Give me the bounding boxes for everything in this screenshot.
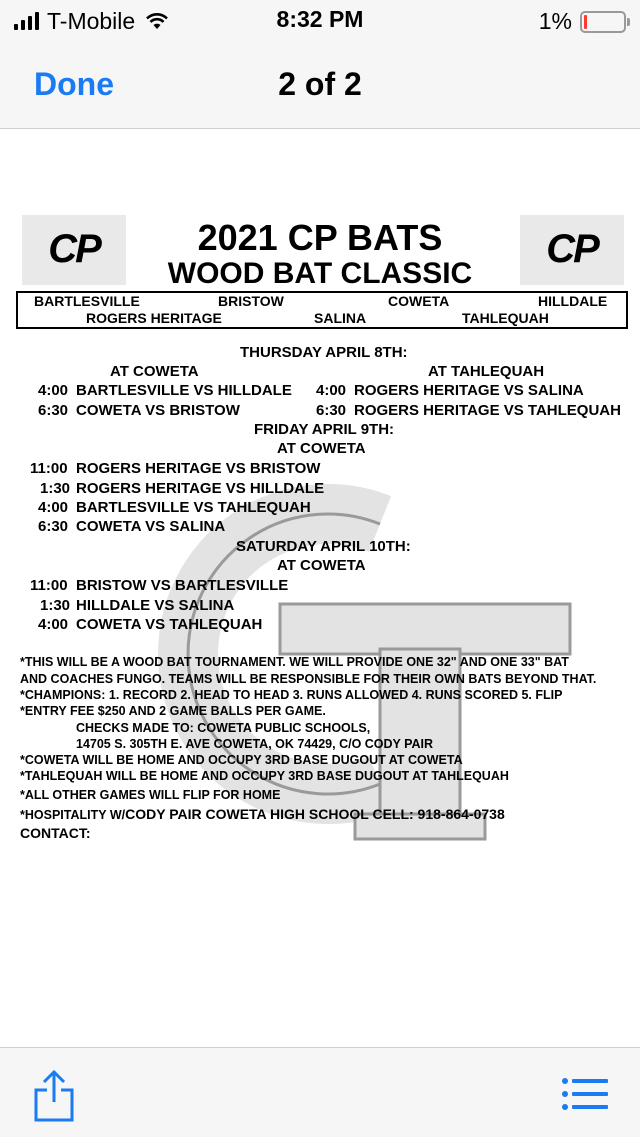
bottom-toolbar bbox=[0, 1047, 640, 1137]
team-name: ROGERS HERITAGE bbox=[86, 310, 222, 326]
note-line: *THIS WILL BE A WOOD BAT TOURNAMENT. WE WILL PROVIDE ONE 32" AND ONE 33" BAT bbox=[20, 655, 569, 669]
document-page bbox=[0, 129, 640, 1047]
hospitality-prefix: *HOSPITALITY W/ bbox=[20, 808, 126, 822]
location-label: AT COWETA bbox=[110, 363, 199, 380]
note-line: CHECKS MADE TO: COWETA PUBLIC SCHOOLS, bbox=[76, 721, 371, 735]
done-button[interactable]: Done bbox=[34, 66, 114, 102]
location-label: AT COWETA bbox=[277, 440, 366, 457]
game-time: 11:00 bbox=[30, 460, 68, 477]
teams-box bbox=[16, 291, 628, 329]
doc-subtitle: WOOD BAT CLASSIC bbox=[167, 257, 473, 290]
carrier-name: T-Mobile bbox=[47, 7, 136, 34]
game-time: 6:30 bbox=[38, 402, 69, 419]
game-time: 1:30 bbox=[40, 597, 71, 614]
game-time: 6:30 bbox=[38, 518, 69, 535]
game-time: 4:00 bbox=[38, 616, 69, 633]
status-bar bbox=[0, 0, 640, 42]
game-matchup: BARTLESVILLE VS TAHLEQUAH bbox=[76, 499, 311, 516]
game-time: 6:30 bbox=[316, 402, 347, 419]
hospitality-line bbox=[20, 806, 505, 822]
location-label: AT COWETA bbox=[277, 557, 366, 574]
game-matchup: ROGERS HERITAGE VS HILLDALE bbox=[76, 480, 325, 497]
team-name: SALINA bbox=[314, 310, 367, 326]
note-line: *TAHLEQUAH WILL BE HOME AND OCCUPY 3RD BASE DUGOUT AT TAHLEQUAH bbox=[20, 769, 509, 783]
team-name: COWETA bbox=[388, 293, 450, 309]
note-line: *COWETA WILL BE HOME AND OCCUPY 3RD BASE DUGOUT AT COWETA bbox=[20, 753, 463, 767]
hospitality-contact: CODY PAIR COWETA HIGH SCHOOL CELL: 918-864-0738 bbox=[125, 806, 505, 822]
game-matchup: BARTLESVILLE VS HILLDALE bbox=[76, 382, 292, 399]
share-icon[interactable] bbox=[32, 1068, 76, 1122]
team-name: BRISTOW bbox=[218, 293, 284, 309]
team-name: HILLDALE bbox=[538, 293, 608, 309]
status-time: 8:32 PM bbox=[276, 6, 364, 32]
page-indicator: 2 of 2 bbox=[278, 66, 362, 102]
game-time: 4:00 bbox=[38, 499, 69, 516]
nav-bar bbox=[0, 42, 640, 129]
team-name: TAHLEQUAH bbox=[462, 310, 549, 326]
game-matchup: ROGERS HERITAGE VS BRISTOW bbox=[76, 460, 321, 477]
note-line: *ALL OTHER GAMES WILL FLIP FOR HOME bbox=[20, 788, 281, 802]
battery-percent: 1% bbox=[538, 8, 572, 34]
game-matchup: COWETA VS TAHLEQUAH bbox=[76, 616, 263, 633]
doc-title: 2021 CP BATS bbox=[197, 217, 443, 258]
cp-logo-right: CP bbox=[520, 215, 624, 285]
game-time: 11:00 bbox=[30, 577, 68, 594]
game-time: 1:30 bbox=[40, 480, 71, 497]
note-line: 14705 S. 305TH E. AVE COWETA, OK 74429, C/O CODY PAIR bbox=[76, 737, 434, 751]
battery-icon bbox=[580, 11, 626, 33]
day-heading: SATURDAY APRIL 10TH: bbox=[236, 538, 411, 555]
game-matchup: COWETA VS BRISTOW bbox=[76, 402, 240, 419]
list-icon[interactable] bbox=[562, 1078, 608, 1110]
game-matchup: ROGERS HERITAGE VS TAHLEQUAH bbox=[354, 402, 621, 419]
game-matchup: COWETA VS SALINA bbox=[76, 518, 226, 535]
note-line: AND COACHES FUNGO. TEAMS WILL BE RESPONSIBLE FOR THEIR OWN BATS BEYOND THAT. bbox=[20, 672, 597, 686]
game-matchup: HILLDALE VS SALINA bbox=[76, 597, 235, 614]
day-heading: FRIDAY APRIL 9TH: bbox=[254, 421, 395, 438]
note-line: *ENTRY FEE $250 AND 2 GAME BALLS PER GAME. bbox=[20, 704, 326, 718]
game-matchup: BRISTOW VS BARTLESVILLE bbox=[76, 577, 289, 594]
note-line: *CHAMPIONS: 1. RECORD 2. HEAD TO HEAD 3. RUNS ALLOWED 4. RUNS SCORED 5. FLIP bbox=[20, 688, 563, 702]
day-heading: THURSDAY APRIL 8TH: bbox=[240, 344, 408, 361]
location-label: AT TAHLEQUAH bbox=[428, 363, 545, 380]
contact-label: CONTACT: bbox=[20, 825, 91, 841]
cp-logo-left: CP bbox=[22, 215, 126, 285]
team-name: BARTLESVILLE bbox=[34, 293, 140, 309]
game-matchup: ROGERS HERITAGE VS SALINA bbox=[354, 382, 584, 399]
game-time: 4:00 bbox=[316, 382, 347, 399]
game-time: 4:00 bbox=[38, 382, 69, 399]
